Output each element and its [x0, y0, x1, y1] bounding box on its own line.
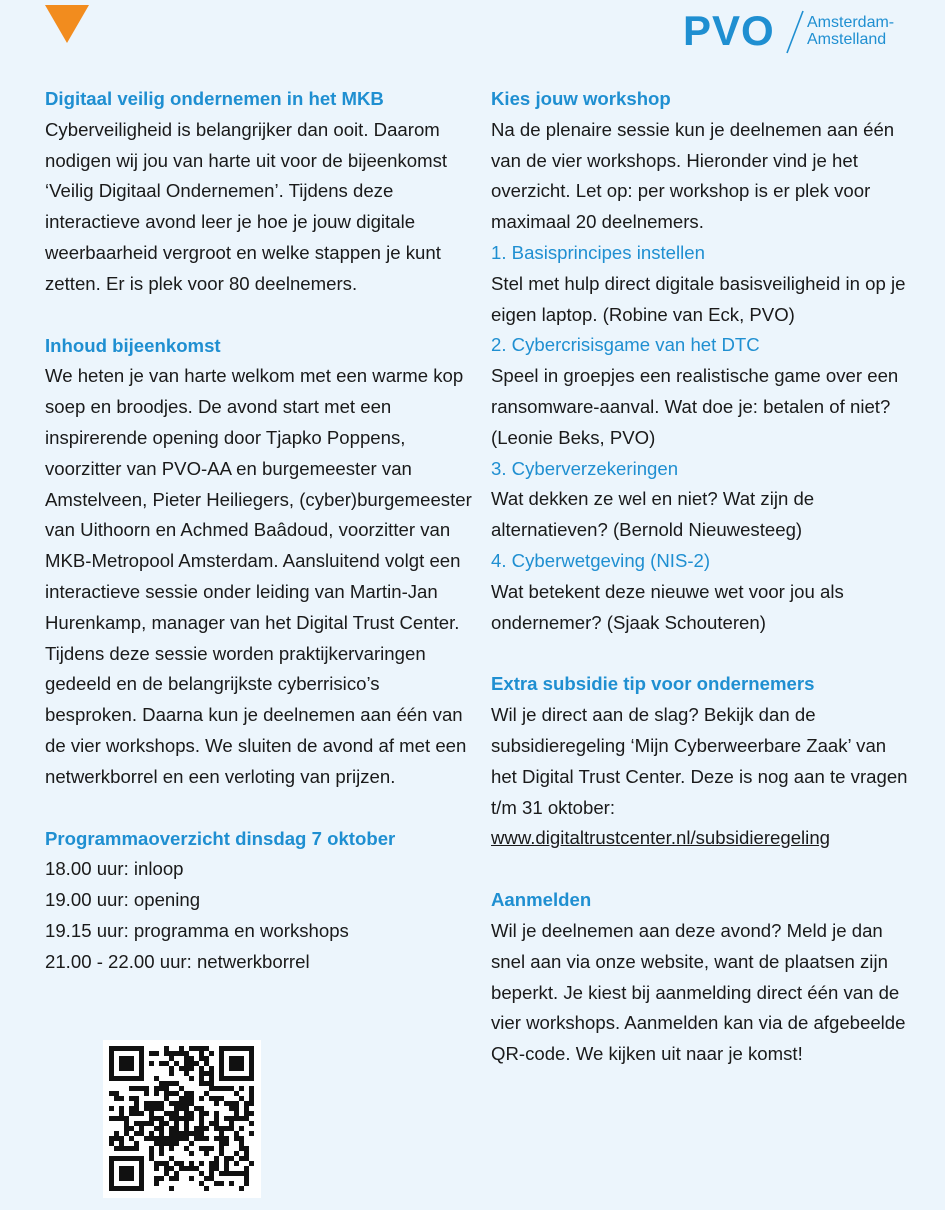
workshop-desc: Wat dekken ze wel en niet? Wat zijn de alternatieven? (Bernold Nieuwesteeg): [491, 488, 815, 541]
program-item: 21.00 - 22.00 uur: netwerkborrel: [45, 950, 310, 972]
workshops-section: [491, 84, 911, 638]
intro-title: Digitaal veilig ondernemen in het MKB: [45, 88, 384, 109]
workshop-desc: Stel met hulp direct digitale basisveiligheid in op je eigen laptop. (Robine van Eck, PVO): [491, 272, 906, 325]
qr-code-icon[interactable]: [103, 1040, 261, 1198]
program-item: 19.15 uur: programma en workshops: [45, 919, 349, 941]
workshop-desc: Speel in groepjes een realistische game over een ransomware-aanval. Wat doe je: betalen of niet? (Leonie Beks, PVO): [491, 365, 899, 448]
content-body: We heten je van harte welkom met een warme kop soep en broodjes. De avond start met een inspirerende opening door Tjapko Poppens, voorzitter van PVO-AA en burgemeester van Amstelveen, Pieter Heiliegers, (cyber)burgemeester van Uithoorn en Achmed Baâdoud, voorzitter van MKB-Metropool Amsterdam. Aansluitend volgt een interactieve sessie onder leiding van Martin-Jan Hurenkamp, manager van het Digital Trust Center. Tijdens deze sessie worden praktijkervaringen gedeeld en de belangrijkste cyberrisico’s besproken. Daarna kun je deelnemen aan één van de vier workshops. We sluiten de avond af met een netwerkborrel en een verloting van prijzen.: [45, 365, 472, 787]
program-section: [45, 824, 475, 978]
subsidy-link[interactable]: www.digitaltrustcenter.nl/subsidieregeling: [491, 827, 830, 849]
orange-triangle-icon: [45, 5, 89, 43]
workshop-title: 1. Basisprincipes instellen: [491, 241, 705, 263]
pvo-logo: [683, 8, 913, 54]
intro-body: Cyberveiligheid is belangrijker dan ooit. Daarom nodigen wij jou van harte uit voor de bijeenkomst ‘Veilig Digitaal Ondernemen’. Tijdens deze interactieve avond leer je hoe je jouw digitale weerbaarheid vergroot en welke stappen je kunt zetten. Er is plek voor 80 deelnemers.: [45, 118, 448, 294]
signup-body: Wil je deelnemen aan deze avond? Meld je dan snel aan via onze website, want de plaatsen zijn beperkt. Je kiest bij aanmelding direct één van de vier workshops. Aanmelden kan via de afgebeelde QR-code. We kijken uit naar je komst!: [491, 919, 906, 1065]
subsidy-section: [491, 669, 911, 854]
workshop-title: 4. Cyberwetgeving (NIS-2): [491, 549, 711, 571]
workshop-title: 2. Cybercrisisgame van het DTC: [491, 334, 760, 356]
subsidy-body: Wil je direct aan de slag? Bekijk dan de subsidieregeling ‘Mijn Cyberweerbare Zaak’ van het Digital Trust Center. Deze is nog aan te vragen t/m 31 oktober:: [491, 704, 908, 818]
workshop-title: 3. Cyberverzekeringen: [491, 457, 679, 479]
logo-subtitle-line1: Amsterdam-: [807, 14, 895, 31]
right-column: [491, 84, 911, 1070]
content-section: [45, 331, 475, 793]
program-title: Programmaoverzicht dinsdag 7 oktober: [45, 827, 396, 849]
program-item: 18.00 uur: inloop: [45, 858, 184, 880]
left-column: [45, 84, 475, 978]
logo-subtitle-line2: Amstelland: [807, 31, 887, 48]
intro-section: [45, 84, 475, 300]
workshop-desc: Wat betekent deze nieuwe wet voor jou als ondernemer? (Sjaak Schouteren): [491, 580, 844, 633]
logo-text: PVO: [683, 7, 775, 54]
program-item: 19.00 uur: opening: [45, 889, 201, 911]
workshops-intro: Na de plenaire sessie kun je deelnemen aan één van de vier workshops. Hieronder vind je het overzicht. Let op: per workshop is er plek voor maximaal 20 deelnemers.: [491, 118, 895, 233]
workshops-title: Kies jouw workshop: [491, 88, 671, 109]
content-title: Inhoud bijeenkomst: [45, 334, 221, 356]
signup-title: Aanmelden: [491, 889, 592, 911]
signup-section: [491, 885, 911, 1070]
logo-subtitle: [807, 14, 894, 48]
logo-slash-icon: [783, 10, 807, 54]
subsidy-title: Extra subsidie tip voor ondernemers: [491, 673, 815, 695]
